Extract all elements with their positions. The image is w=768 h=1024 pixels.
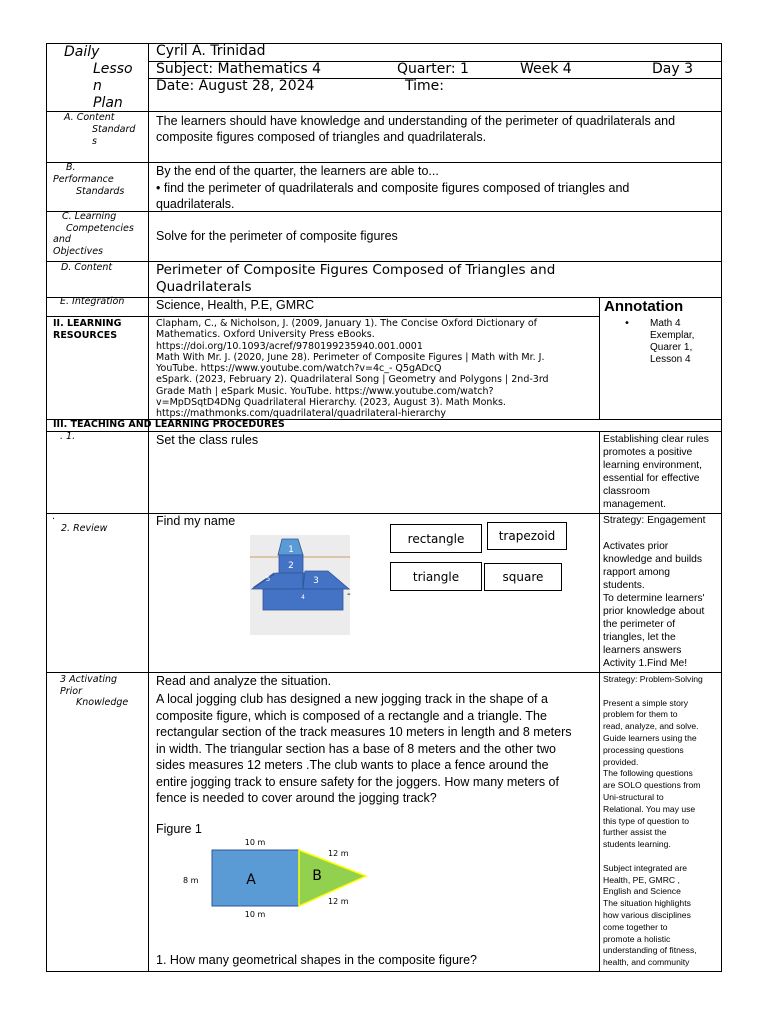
content-text (156, 262, 716, 295)
resource-line-1: Clapham, C., & Nicholson, J. (2009, January 1). The Concise Oxford Dictionary of (156, 318, 538, 329)
week-field: Week 4 (520, 61, 572, 77)
integration-text: Science, Health, P.E, GMRC (156, 298, 315, 312)
step3-annotation-1: Strategy: Problem-Solving (603, 674, 703, 684)
dlp-label-line-3: n (93, 78, 102, 94)
step3-annotation-4: problem for them to (603, 709, 678, 720)
step3-annotation (603, 674, 721, 970)
performance-standards-line-2: • find the perimeter of quadrilaterals and composite figures composed of triangles and (156, 180, 630, 195)
resource-line-3: https://doi.org/10.1093/acref/9780199235940.001.0001 (156, 340, 423, 352)
performance-standards-label-2: Performance (53, 174, 114, 185)
learning-resources-label-1: II. LEARNING (53, 318, 122, 329)
step3-annotation-14: further assist the (603, 827, 667, 838)
step3-annotation-2 (603, 686, 721, 698)
resources-annotation-1: Math 4 (650, 318, 681, 329)
teacher-name: Cyril A. Trinidad (156, 43, 266, 59)
name-card-square[interactable]: square (484, 563, 562, 591)
content-standards-label-1: A. Content (64, 112, 115, 123)
shape-number-2: 2 (288, 561, 294, 571)
resource-line-8: v=MpDSqtD4DNg Quadrilateral Hierarchy. (2023, August 3). Math Monks. (156, 397, 506, 409)
step2-annotation-10: triangles, let the (603, 632, 676, 643)
step3-annotation-12: Relational. You may use (603, 803, 696, 814)
step2-annotation-7: To determine learners' (603, 593, 705, 604)
resource-line-4: Math With Mr. J. (2020, June 28). Perimeter of Composite Figures | Math with Mr. J. (156, 351, 545, 363)
step3-annotation-11: Uni-structural to (603, 791, 664, 802)
house-figure (250, 535, 360, 635)
step2-annotation-9: the perimeter of (603, 619, 676, 630)
figure-tri-label: B (312, 868, 322, 884)
situation-line-3: rectangular section of the track measures 10 meters in length and 8 meters (156, 725, 572, 739)
step3-annotation-8: provided. (603, 756, 639, 767)
step2-annotation (603, 514, 719, 670)
step2-annotation-8: prior knowledge about (603, 606, 705, 617)
step3-annotation-21: how various disciplines (603, 909, 691, 920)
resources-annotation-3: Quarer 1, (650, 342, 693, 353)
step3-annotation-5: read, analyze, and solve. (603, 721, 699, 732)
step3-annotation-6: Guide learners using the (603, 732, 697, 743)
figure-label: Figure 1 (156, 822, 202, 836)
resources-annotation-4: Lesson 4 (650, 354, 691, 365)
step2-annotation-4: knowledge and builds (603, 554, 703, 565)
subject-field: Subject: Mathematics 4 (156, 61, 322, 77)
name-card-triangle[interactable]: triangle (390, 562, 482, 591)
step3-annotation-9: The following questions (603, 768, 693, 779)
figure-bottom-label: 10 m (244, 910, 266, 919)
shape-number-3: 3 (313, 576, 319, 586)
resources-annotation (650, 318, 694, 366)
shape-number-5: 5 (265, 575, 271, 583)
procedures-header: III. TEACHING AND LEARNING PROCEDURES (53, 419, 285, 430)
step1-annotation-5: classroom (603, 486, 650, 497)
step2-annotation-11: learners answers (603, 645, 682, 656)
step1-annotation-4: essential for effective (603, 473, 700, 484)
day-field: Day 3 (652, 61, 694, 77)
step2-dot: . (52, 511, 56, 522)
content-label: D. Content (61, 262, 113, 273)
resources-annotation-bullet: • (624, 318, 630, 329)
step2-annotation-5: rapport among (603, 567, 670, 578)
resource-line-2: Mathematics. Oxford University Press eBooks. (156, 329, 375, 341)
step3-annotation-17: Subject integrated are (603, 862, 688, 873)
figure-left-label: 8 m (183, 876, 199, 885)
learning-competencies-label-1: C. Learning (62, 211, 117, 222)
situation-line-5: sides measures 12 meters .The club wants to place a fence around the (156, 758, 549, 772)
step3-annotation-24: understanding of fitness, (603, 945, 697, 956)
step1-annotation-2: promotes a positive (603, 447, 693, 458)
dlp-label-line-2: Lesso (93, 61, 133, 77)
step2-label: 2. Review (61, 523, 108, 534)
learning-competencies-label-2: Competencies (66, 222, 134, 234)
step1-text: Set the class rules (156, 433, 259, 447)
content-standards-label (64, 112, 135, 148)
resource-line-6: eSpark. (2023, February 2). Quadrilateral Song | Geometry and Polygons | 2nd-3rd (156, 374, 549, 386)
shape-number-1: 1 (288, 545, 294, 555)
step1-annotation-1: Establishing clear rules (603, 434, 709, 445)
learning-resources-label-2: RESOURCES (53, 329, 118, 341)
step3-annotation-3: Present a simple story (603, 697, 689, 708)
step1-label: . 1. (60, 431, 76, 442)
step1-annotation-3: learning environment, (603, 460, 703, 471)
house-dash: - (347, 589, 351, 600)
performance-standards-line-1: By the end of the quarter, the learners are able to... (156, 164, 439, 178)
situation-line-7: fence is needed to cover around the jogging track? (156, 791, 437, 805)
step3-annotation-23: promote a holistic (603, 933, 671, 944)
situation-line-4: in width. The triangular section has a base of 8 meters and the other two (156, 741, 556, 756)
figure-tri-top-label: 12 m (328, 849, 349, 858)
time-field: Time: (405, 78, 444, 94)
step3-annotation-15: students learning. (603, 839, 671, 850)
content-standards-text: The learners should have knowledge and understanding of the perimeter of quadrilaterals and composite figures composed of triangles and quadrilaterals. (156, 114, 679, 144)
step2-annotation-12: Activity 1.Find Me! (603, 658, 688, 669)
resource-line-7: Grade Math | eSpark Music. YouTube. https://www.youtube.com/watch? (156, 385, 494, 397)
performance-standards-text (156, 163, 716, 213)
content-line-1: Perimeter of Composite Figures Composed of Triangles and (156, 262, 556, 278)
performance-standards-line-3: quadrilaterals. (156, 197, 235, 211)
dlp-label (62, 44, 146, 112)
resources-annotation-2: Exemplar, (650, 330, 695, 341)
step3-annotation-10: are SOLO questions from (603, 780, 701, 791)
step2-annotation-1: Strategy: Engagement (603, 515, 706, 526)
name-card-rectangle[interactable]: rectangle (390, 524, 482, 553)
step2-text: Find my name (156, 514, 236, 528)
content-standards-label-3: s (92, 136, 97, 147)
dlp-label-line-1: Daily (64, 44, 100, 60)
date-field: Date: August 28, 2024 (156, 78, 315, 94)
situation-line-1: A local jogging club has designed a new jogging track in the shape of a (156, 692, 548, 706)
learning-competencies-label (53, 211, 134, 257)
integration-label: E. Integration (60, 296, 125, 307)
situation-line-6: entire jogging track to ensure safety for the joggers. How many meters of (156, 774, 559, 789)
step2-annotation-6: students. (603, 580, 645, 591)
step3-situation (156, 691, 596, 807)
learning-resources-text (156, 318, 596, 420)
content-standards-label-2: Standard (92, 124, 136, 135)
step3-annotation-13: this type of question to (603, 815, 689, 826)
learning-competencies-label-3: and (53, 234, 71, 245)
step3-annotation-19: English and Science (603, 886, 681, 897)
dlp-label-line-4: Plan (93, 95, 123, 111)
performance-standards-label (53, 162, 124, 198)
step3-annotation-22: come together to (603, 921, 668, 932)
step3-label-2: Prior (60, 685, 82, 697)
performance-standards-label-3: Standards (76, 186, 125, 197)
step3-label-3: Knowledge (76, 697, 129, 708)
resource-line-9: https://mathmonks.com/quadrilateral/quadrilateral-hierarchy (156, 408, 447, 420)
shape-number-4: 4 (301, 594, 305, 601)
content-line-2: Quadrilaterals (156, 278, 252, 295)
step1-annotation (603, 433, 719, 511)
composite-figure (175, 832, 375, 922)
step3-annotation-16 (603, 851, 721, 863)
step3-annotation-20: The situation highlights (603, 898, 691, 909)
step3-label (60, 674, 128, 709)
name-card-trapezoid[interactable]: trapezoid (487, 522, 567, 550)
annotation-header: Annotation (604, 298, 684, 315)
step2-annotation-3: Activates prior (603, 541, 669, 552)
question-1: 1. How many geometrical shapes in the composite figure? (156, 953, 477, 967)
step2-annotation-2 (603, 527, 719, 540)
learning-resources-label (53, 318, 121, 341)
performance-standards-label-1: B. (66, 162, 76, 173)
step1-annotation-6: management. (603, 499, 666, 510)
step3-annotation-25: health, and community (603, 957, 690, 968)
step3-label-1: 3 Activating (60, 674, 118, 685)
resource-line-5: YouTube. https://www.youtube.com/watch?v=4c_- Q5gADcQ (156, 363, 442, 375)
quarter-field: Quarter: 1 (397, 61, 469, 77)
learning-competencies-text: Solve for the perimeter of composite figures (156, 229, 398, 243)
step3-annotation-7: processing questions (603, 744, 684, 755)
learning-competencies-label-4: Objectives (53, 245, 103, 257)
step3-annotation-18: Health, PE, GMRC , (603, 874, 680, 885)
step3-intro: Read and analyze the situation. (156, 674, 332, 688)
situation-line-2: composite figure, which is composed of a rectangle and a triangle. The (156, 708, 547, 723)
figure-top-label: 10 m (244, 838, 266, 847)
figure-rect-label: A (246, 872, 256, 888)
figure-tri-bottom-label: 12 m (328, 897, 349, 906)
